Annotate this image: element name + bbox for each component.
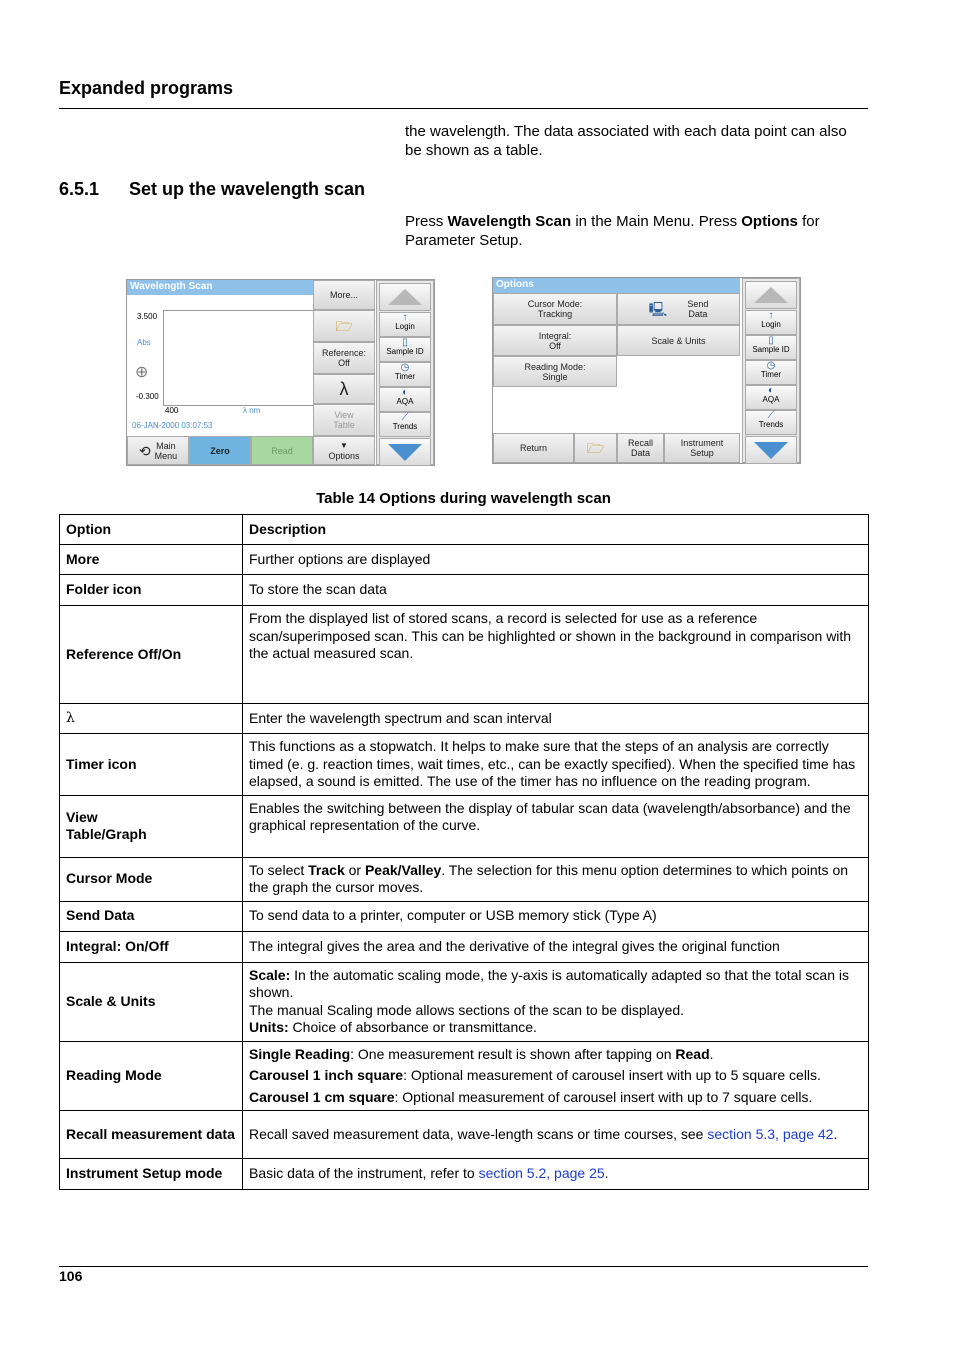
- trends-icon: ⟋: [401, 412, 409, 423]
- description-text: .: [709, 1045, 714, 1062]
- sample-id-label: Sample ID: [386, 347, 424, 356]
- description-cell: This functions as a stopwatch. It helps to make sure that the steps of an analysis are correctly timed (e. g. reaction times, wait times, etc., can be exactly specified). When the specified time has elapsed, a sound is emitted. The use of the timer has no influence on the reading program.: [243, 734, 869, 796]
- trends-label: Trends: [392, 422, 418, 431]
- option-cell: Folder icon: [60, 575, 243, 606]
- section-link[interactable]: section 5.3, page 42: [707, 1125, 834, 1142]
- option-cell: Cursor Mode: [60, 857, 243, 901]
- sidebar: [742, 278, 800, 463]
- footer-rule: [59, 1266, 868, 1267]
- zoom-icon[interactable]: ⊕: [135, 364, 149, 381]
- view-table-button[interactable]: View Table: [313, 404, 375, 436]
- wavelength-scan-screen: [126, 279, 435, 466]
- option-cell: More: [60, 545, 243, 575]
- table-row: [60, 962, 869, 1041]
- description-text: : Optional measurement of carousel insert with up to 7 square cells.: [394, 1088, 813, 1105]
- timer-icon: ◷: [766, 360, 776, 371]
- table-row: [60, 1159, 869, 1190]
- computer-icon: 🖳: [648, 301, 668, 317]
- instruction-text: for Parameter Setup.: [405, 213, 820, 249]
- options-label: Options: [328, 450, 360, 461]
- aqa-button[interactable]: [379, 387, 431, 412]
- more-button[interactable]: More...: [313, 280, 375, 310]
- scale-units-button[interactable]: Scale & Units: [617, 325, 740, 356]
- option-cell: Send Data: [60, 901, 243, 931]
- sample-id-button[interactable]: [379, 337, 431, 362]
- login-button[interactable]: [745, 310, 797, 335]
- table-row: [60, 545, 869, 575]
- description-bold: Carousel 1 cm square: [249, 1088, 395, 1105]
- table-row: [60, 575, 869, 606]
- zero-button[interactable]: Zero: [189, 436, 251, 465]
- table-row: [60, 857, 869, 901]
- reading-mode-line: [249, 1067, 862, 1085]
- x-start-label: 400: [165, 406, 179, 415]
- y-min-label: -0.300: [136, 392, 159, 401]
- sample-id-button[interactable]: [745, 335, 797, 360]
- table-header-row: [60, 515, 869, 545]
- section-number: 6.5.1: [59, 179, 100, 199]
- datetime-label: 06-JAN-2000 03:07:53: [132, 421, 213, 430]
- main-menu-label: Main Menu: [154, 440, 178, 461]
- page-number: 106: [59, 1268, 83, 1284]
- table-row: [60, 734, 869, 796]
- table-row: [60, 931, 869, 962]
- sidebar: [376, 280, 434, 465]
- option-cell: Recall measurement data: [60, 1111, 243, 1159]
- folder-icon[interactable]: 🗁: [574, 433, 617, 463]
- option-cell: Instrument Setup mode: [60, 1159, 243, 1190]
- section-title: Set up the wavelength scan: [129, 179, 366, 199]
- graph-area: [163, 310, 315, 406]
- description-bold: Carousel 1 inch square: [249, 1067, 404, 1083]
- table-caption: Table 14 Options during wavelength scan: [316, 490, 611, 507]
- aqa-icon: ◐: [401, 387, 409, 398]
- page-header-title: Expanded programs: [59, 78, 234, 98]
- scroll-down-button[interactable]: [745, 436, 797, 464]
- description-bold: Peak/Valley: [364, 861, 442, 878]
- description-cell: [243, 857, 869, 901]
- scroll-up-button[interactable]: [745, 281, 797, 309]
- instruction-text: in the Main Menu. Press: [571, 213, 742, 230]
- table-row: [60, 795, 869, 857]
- login-icon: ↑: [402, 312, 408, 323]
- cursor-mode-button[interactable]: Cursor Mode: Tracking: [493, 293, 617, 325]
- description-text: In the automatic scaling mode, the y-axis is automatically adapted so that the total scan is shown.: [249, 966, 849, 1000]
- table-row: [60, 1111, 869, 1159]
- header-rule: [59, 108, 868, 109]
- reading-mode-line: [249, 1046, 862, 1064]
- instruction-bold: Wavelength Scan: [447, 213, 572, 230]
- reading-mode-line: [249, 1089, 862, 1107]
- description-text: .: [833, 1125, 838, 1142]
- options-button[interactable]: [313, 436, 375, 465]
- description-bold: Scale:: [249, 966, 291, 983]
- trends-icon: ⟋: [767, 410, 775, 421]
- description-cell: Enables the switching between the display of tabular scan data (wavelength/absorbance) and the graphical representation of the curve.: [243, 795, 869, 857]
- option-cell: View Table/Graph: [60, 795, 243, 857]
- description-cell: Enter the wavelength spectrum and scan interval: [243, 704, 869, 734]
- login-label: Login: [761, 320, 781, 329]
- description-cell: [243, 1159, 869, 1190]
- aqa-button[interactable]: [745, 385, 797, 410]
- description-cell: The integral gives the area and the derivative of the integral gives the original function: [243, 931, 869, 962]
- x-axis-label: λ nm: [243, 406, 261, 415]
- timer-button[interactable]: [379, 362, 431, 387]
- timer-button[interactable]: [745, 360, 797, 385]
- description-cell: [243, 962, 869, 1041]
- sample-id-icon: ▯: [402, 337, 408, 348]
- send-data-button[interactable]: [617, 293, 740, 325]
- description-text: To select: [249, 861, 309, 878]
- reference-button[interactable]: Reference: Off: [313, 342, 375, 374]
- y-max-label: 3.500: [137, 312, 158, 321]
- option-cell: Reference Off/On: [60, 606, 243, 704]
- description-cell: From the displayed list of stored scans, a record is selected for use as a reference scan/superimposed scan. This can be highlighted or shown in the background in comparison with the actual measured scan.: [243, 606, 869, 704]
- description-text: or: [344, 861, 365, 878]
- y-axis-label: Abs: [137, 338, 151, 347]
- description-cell: [243, 1041, 869, 1111]
- header-description: Description: [243, 515, 869, 545]
- description-text: : Optional measurement of carousel insert with up to 5 square cells.: [403, 1067, 821, 1083]
- main-menu-button[interactable]: [127, 436, 189, 465]
- description-text: . The selection for this menu option determines to which points on the graph the cursor moves.: [249, 861, 849, 895]
- option-cell: Scale & Units: [60, 962, 243, 1041]
- description-text: The manual Scaling mode allows sections of the scan to be displayed.: [249, 1001, 685, 1018]
- options-screen: [492, 277, 801, 464]
- table-row: [60, 1041, 869, 1111]
- intro-paragraph: the wavelength. The data associated with each data point can also be shown as a table.: [405, 123, 847, 159]
- scroll-down-button[interactable]: [379, 438, 431, 466]
- login-button[interactable]: [379, 312, 431, 337]
- return-button[interactable]: Return: [493, 433, 574, 463]
- description-text: .: [604, 1165, 609, 1182]
- sample-id-icon: ▯: [768, 335, 774, 346]
- aqa-label: AQA: [762, 395, 780, 404]
- scroll-up-button[interactable]: [379, 283, 431, 311]
- description-bold: Track: [308, 861, 345, 878]
- description-cell: Further options are displayed: [243, 545, 869, 575]
- description-cell: [243, 1111, 869, 1159]
- send-data-label: Send Data: [687, 299, 709, 319]
- integral-button[interactable]: Integral: Off: [493, 325, 617, 356]
- option-cell: λ: [60, 704, 243, 734]
- read-button[interactable]: Read: [251, 436, 313, 465]
- description-text: Recall saved measurement data, wave-length scans or time courses, see: [249, 1125, 708, 1142]
- section-heading: [59, 179, 365, 200]
- option-cell: Reading Mode: [60, 1041, 243, 1111]
- option-cell: Integral: On/Off: [60, 931, 243, 962]
- description-text: : One measurement result is shown after tapping on: [350, 1045, 676, 1062]
- aqa-label: AQA: [396, 397, 414, 406]
- description-cell: To store the scan data: [243, 575, 869, 606]
- screen-title: Options: [493, 278, 740, 293]
- description-cell: To send data to a printer, computer or USB memory stick (Type A): [243, 901, 869, 931]
- options-table: [59, 514, 869, 1190]
- timer-icon: ◷: [400, 362, 410, 373]
- screen-title: Wavelength Scan: [127, 280, 313, 295]
- options-arrow-icon: ▼: [340, 440, 348, 450]
- timer-label: Timer: [394, 372, 416, 381]
- table-row: [60, 606, 869, 704]
- description-text: Basic data of the instrument, refer to: [249, 1165, 479, 1182]
- aqa-icon: ◐: [767, 385, 775, 396]
- option-cell: Timer icon: [60, 734, 243, 796]
- description-bold: Units:: [249, 1019, 289, 1035]
- reading-mode-button[interactable]: Reading Mode: Single: [493, 356, 617, 387]
- trends-button[interactable]: [745, 410, 797, 435]
- lambda-button[interactable]: λ: [313, 374, 375, 404]
- instruction-text: Press: [405, 213, 448, 230]
- timer-label: Timer: [760, 370, 782, 379]
- recall-data-button[interactable]: Recall Data: [617, 433, 664, 463]
- login-icon: ↑: [768, 310, 774, 321]
- table-row: [60, 901, 869, 931]
- folder-icon[interactable]: 🗁: [313, 310, 375, 342]
- section-link[interactable]: section 5.2, page 25: [478, 1165, 605, 1182]
- trends-button[interactable]: [379, 412, 431, 437]
- description-bold: Read: [675, 1045, 710, 1062]
- table-row: [60, 704, 869, 734]
- login-label: Login: [395, 322, 415, 331]
- instruction-paragraph: [405, 212, 865, 250]
- sample-id-label: Sample ID: [752, 345, 790, 354]
- description-text: Choice of absorbance or transmittance.: [288, 1019, 537, 1035]
- return-arrow-icon: ⟲: [138, 442, 151, 459]
- instrument-setup-button[interactable]: Instrument Setup: [664, 433, 740, 463]
- header-option: Option: [60, 515, 243, 545]
- instruction-bold: Options: [741, 213, 798, 230]
- trends-label: Trends: [758, 420, 784, 429]
- description-bold: Single Reading: [249, 1045, 351, 1062]
